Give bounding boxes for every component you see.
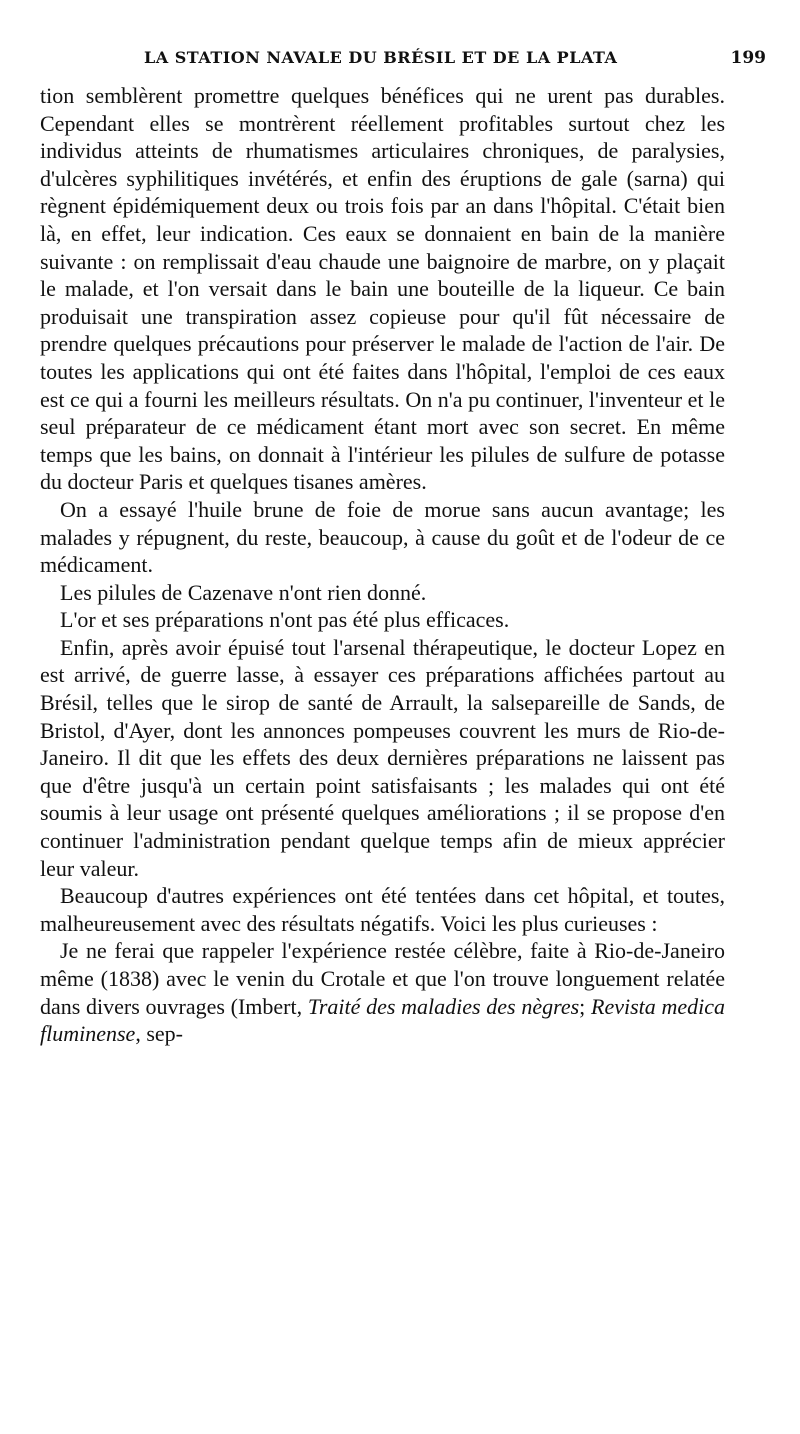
page-header — [42, 48, 766, 80]
body-text — [40, 82, 725, 1048]
paragraph-6: Beaucoup d'autres expériences ont été tentées dans cet hôpital, et toutes, malheureusement avec des résultats négatifs. Voici les plus curieuses : — [40, 883, 725, 936]
paragraph-7-text-after: , sep- — [135, 1021, 183, 1047]
paragraph-7-text-middle: ; — [579, 993, 591, 1019]
paragraph-5: Enfin, après avoir épuisé tout l'arsenal thérapeutique, le docteur Lopez en est arrivé, de guerre lasse, à essayer ces préparations affichées partout au Brésil, telles que le sirop de santé de Arrault, la salsepareille de Sands, de Bristol, d'Ayer, dont les annonces pompeuses couvrent les murs de Rio-de-Janeiro. Il dit que les effets des deux dernières préparations ne laissent pas que d'être jusqu'à un certain point satisfaisants ; les malades qui ont été soumis à leur usage ont présenté quelques améliorations ; il se propose d'en continuer l'administration pendant quelque temps afin de mieux apprécier leur valeur. — [40, 634, 725, 881]
paragraph-2: On a essayé l'huile brune de foie de morue sans aucun avantage; les malades y répugnent, du reste, beaucoup, à cause du goût et de l'odeur de ce médicament. — [40, 496, 725, 578]
paragraph-7-text-before: Je ne ferai que rappeler l'expérience restée célèbre, faite à Rio-de-Janeiro même (1838) avec le venin du Crotale et que l'on trouve longuement relatée dans divers ouvrages (Imbert, — [40, 938, 725, 1019]
paragraph-7 — [40, 937, 725, 1047]
page-number: 199 — [730, 48, 766, 68]
paragraph-1: tion semblèrent promettre quelques bénéfices qui ne urent pas durables. Cependant elles se montrèrent réellement profitables surtout chez les individus atteints de rhumatismes articulaires chroniques, de paralysies, d'ulcères syphilitiques invétérés, et enfin des éruptions de gale (sarna) qui règnent épidémiquement deux ou trois fois par an dans l'hôpital. C'était bien là, en effet, leur indication. Ces eaux se donnaient en bain de la manière suivante : on remplissait d'eau chaude une baignoire de marbre, on y plaçait le malade, et l'on versait dans le bain une bouteille de la liqueur. Ce bain produisait une transpiration assez copieuse pour qu'il fût nécessaire de prendre quelques précautions pour préserver le malade de l'action de l'air. De toutes les applications qui ont été faites dans l'hôpital, l'emploi de ces eaux est ce qui a fourni les meilleurs résultats. On n'a pu continuer, l'inventeur et le seul préparateur de ce médicament étant mort avec son secret. En même temps que les bains, on donnait à l'intérieur les pilules de sulfure de potasse du docteur Paris et quelques tisanes amères. — [40, 83, 725, 495]
paragraph-3: Les pilules de Cazenave n'ont rien donné. — [60, 579, 427, 605]
paragraph-4: L'or et ses préparations n'ont pas été plus efficaces. — [60, 607, 510, 633]
running-title: LA STATION NAVALE DU BRÉSIL ET DE LA PLATA — [144, 48, 618, 67]
book-title-traite: Traité des maladies des nègres — [307, 993, 580, 1019]
journal-title-revista: Revista medica fluminense — [40, 993, 725, 1047]
